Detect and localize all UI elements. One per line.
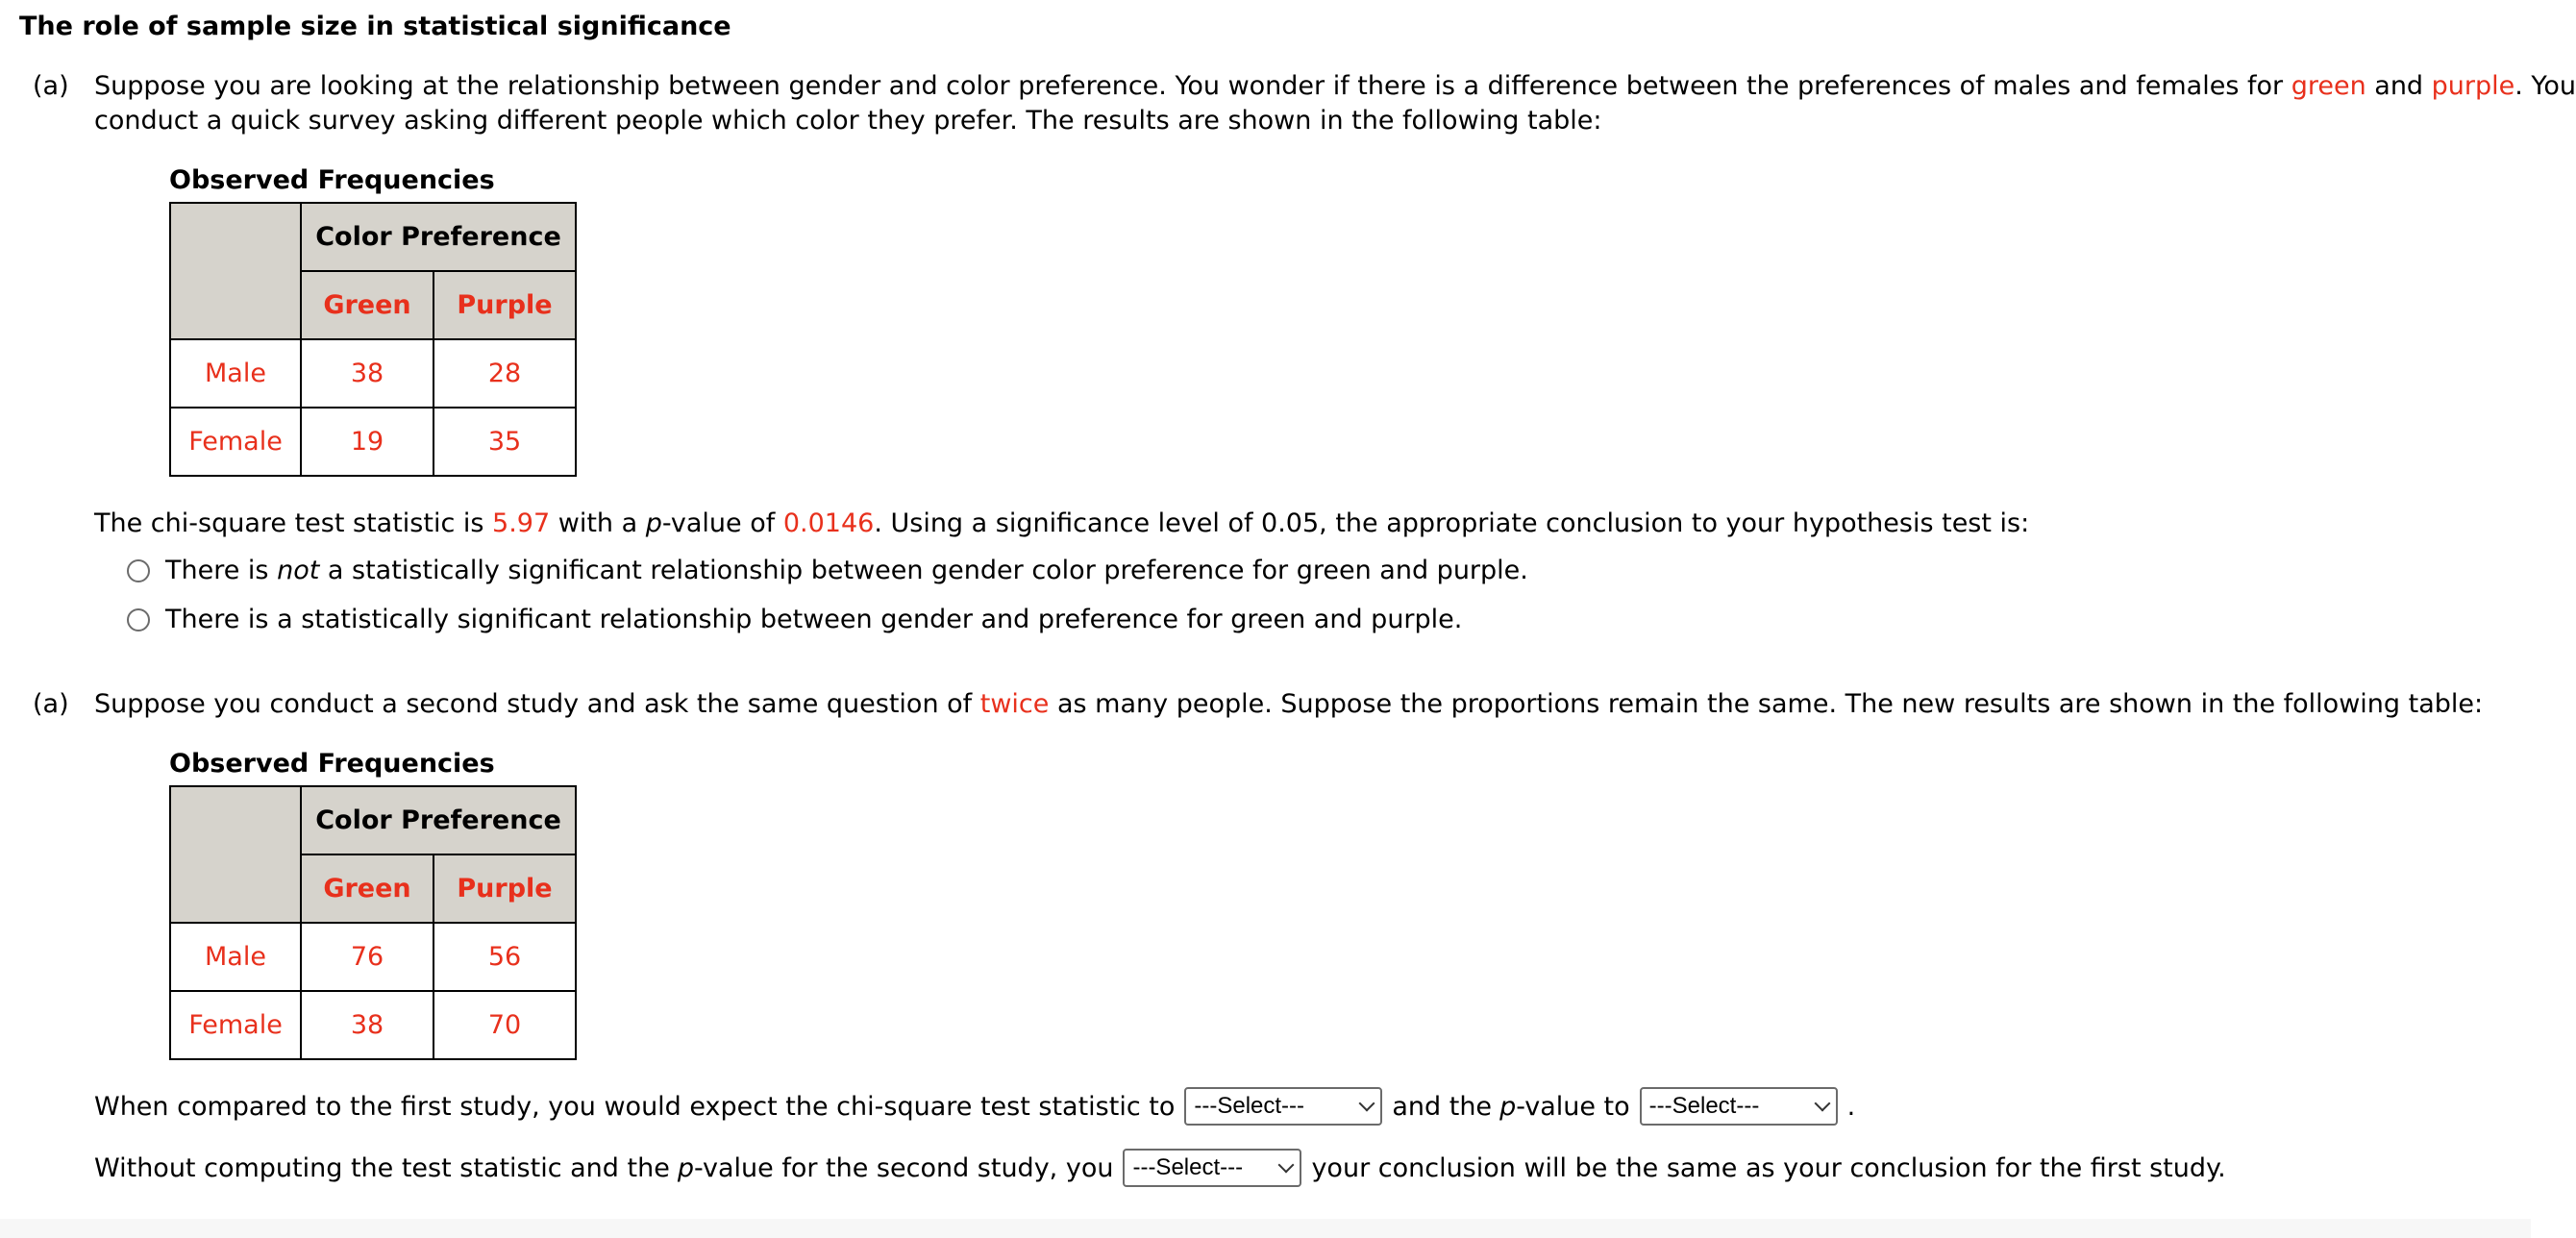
column-header-purple: Purple [433,854,576,923]
p-value-select[interactable] [1640,1087,1838,1126]
text-segment: as many people. Suppose the proportions remain the same. The new results are shown in the following table: [1049,689,2484,719]
observed-frequencies-table [169,785,577,1060]
question-text [94,71,2576,101]
text-segment: a statistically significant relationship between gender color preference for green and purple. [319,556,1528,585]
chevron-down-icon [1359,1096,1375,1112]
text-segment: your conclusion will be the same as your conclusion for the first study. [1311,1152,2226,1183]
text-segment: -value to [1516,1091,1630,1122]
table-row [170,408,576,476]
chevron-down-icon [1278,1157,1295,1174]
text-segment: -value of [661,508,783,538]
question-line-1 [94,1087,1855,1126]
p-symbol: p [645,508,662,538]
text-segment: Suppose you conduct a second study and ask the same question of [94,689,980,719]
question-text-segment: and [2365,71,2432,101]
text-segment: . [1846,1091,1856,1122]
text-segment: Without computing the test statistic and the [94,1152,670,1183]
select-value: ---Select--- [1132,1154,1244,1180]
question-text-segment: Suppose you are looking at the relationship between gender and color preference. You wonder if there is a difference between the preferences of males and females for [94,71,2291,101]
p-symbol: p [1499,1091,1517,1122]
part-label: (a) [33,689,69,719]
conclusion-option-2[interactable] [127,605,1462,634]
table-header: Color Preference [301,786,576,854]
question-line-2 [94,1149,2226,1187]
text-segment: There is [165,556,278,585]
color-purple-text: purple [2431,71,2515,101]
table-cell: 70 [433,991,576,1059]
text-segment: with a [550,508,646,538]
text-segment: When compared to the first study, you would expect the chi-square test statistic to [94,1091,1176,1122]
table-row [170,923,576,991]
radio-button[interactable] [127,608,150,631]
row-label-male: Male [170,339,301,408]
select-value: ---Select--- [1648,1093,1760,1119]
p-value: 0.0146 [782,508,875,538]
conclusion-select[interactable] [1123,1149,1301,1187]
row-label-female: Female [170,991,301,1059]
color-green-text: green [2291,71,2366,101]
table-row [170,339,576,408]
conclusion-option-1[interactable] [127,556,1528,585]
text-segment: -value for the second study, you [693,1152,1114,1183]
table-corner-cell [170,203,301,339]
table-corner-cell [170,786,301,923]
page-title: The role of sample size in statistical significance [19,12,731,41]
question-text [94,689,2483,719]
text-segment: The chi-square test statistic is [94,508,493,538]
text-segment: . Using a significance level of 0.05, the appropriate conclusion to your hypothesis test is: [874,508,2030,538]
table-row [170,991,576,1059]
page-bottom-bar [0,1219,2531,1238]
p-symbol: p [677,1152,694,1183]
emphasis-not: not [277,556,320,585]
question-text-segment: . You [2514,71,2576,101]
select-value: ---Select--- [1194,1093,1305,1119]
table-cell: 38 [301,339,433,408]
table-cell: 28 [433,339,576,408]
test-statistic-text [94,508,2029,538]
text-segment: and the [1392,1091,1493,1122]
column-header-purple: Purple [433,271,576,339]
table-cell: 76 [301,923,433,991]
column-header-green: Green [301,271,433,339]
chevron-down-icon [1814,1096,1830,1112]
table-header: Color Preference [301,203,576,271]
chi-square-value: 5.97 [492,508,551,538]
question-text: conduct a quick survey asking different people which color they prefer. The results are shown in the following table: [94,106,1602,136]
table-cell: 38 [301,991,433,1059]
row-label-male: Male [170,923,301,991]
column-header-green: Green [301,854,433,923]
twice-text: twice [979,689,1050,719]
table-cell: 35 [433,408,576,476]
option-label [165,556,1528,585]
table-caption: Observed Frequencies [169,165,495,195]
row-label-female: Female [170,408,301,476]
table-cell: 19 [301,408,433,476]
observed-frequencies-table [169,202,577,477]
table-caption: Observed Frequencies [169,749,495,779]
test-statistic-select[interactable] [1184,1087,1382,1126]
table-cell: 56 [433,923,576,991]
option-label: There is a statistically significant relationship between gender and preference for green and purple. [165,605,1463,634]
radio-button[interactable] [127,559,150,582]
part-label: (a) [33,71,69,101]
